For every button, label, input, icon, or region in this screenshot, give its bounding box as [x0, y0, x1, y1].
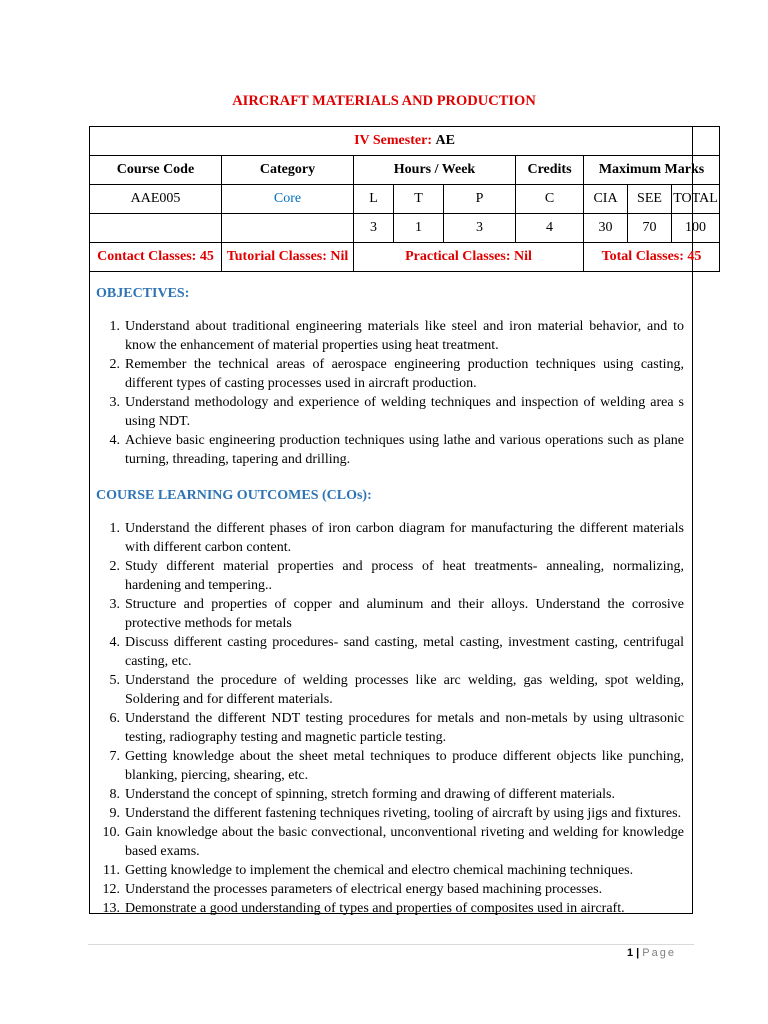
list-item	[96, 557, 684, 595]
page-separator: |	[636, 947, 640, 959]
list-item-text: Getting knowledge to implement the chemical and electro chemical machining techniques.	[125, 863, 634, 878]
list-item	[96, 317, 684, 355]
classes-row	[90, 243, 720, 272]
list-item-text: Understand about traditional engineering materials like steel and iron material behavior, and to know the enhancement of material properties using heat treatment.	[125, 319, 684, 353]
list-item	[96, 671, 684, 709]
list-item	[96, 823, 684, 861]
empty-cell	[90, 214, 222, 243]
list-item-text: Understand the different phases of iron carbon diagram for manufacturing the different materials with different carbon content.	[125, 521, 684, 555]
value-total: 100	[672, 214, 720, 243]
col-l: L	[354, 185, 394, 214]
col-cia: CIA	[584, 185, 628, 214]
code-row	[90, 185, 720, 214]
list-item	[96, 747, 684, 785]
col-p: P	[444, 185, 516, 214]
list-item-text: Understand the concept of spinning, stretch forming and drawing of different materials.	[125, 787, 615, 802]
list-item-number: 1.	[109, 319, 120, 334]
list-item-text: Understand the processes parameters of electrical energy based machining processes.	[125, 882, 603, 897]
header-hours: Hours / Week	[354, 156, 516, 185]
list-item-number: 4.	[109, 433, 120, 448]
total-classes: Total Classes: 45	[584, 243, 720, 272]
list-item-number: 12.	[102, 882, 120, 897]
list-item	[96, 393, 684, 431]
list-item	[96, 804, 684, 823]
list-item	[96, 519, 684, 557]
col-t: T	[394, 185, 444, 214]
semester-cell	[90, 127, 720, 156]
value-p: 3	[444, 214, 516, 243]
page-footer	[627, 947, 676, 959]
value-l: 3	[354, 214, 394, 243]
list-item-number: 3.	[109, 597, 120, 612]
list-item-text: Understand the different fastening techniques riveting, tooling of aircraft by using jigs and fixtures.	[125, 806, 682, 821]
list-item-number: 8.	[109, 787, 120, 802]
col-see: SEE	[628, 185, 672, 214]
category-value: Core	[222, 185, 354, 214]
objectives-heading: OBJECTIVES:	[96, 286, 190, 301]
list-item	[96, 899, 684, 918]
list-item-number: 9.	[109, 806, 120, 821]
col-c: C	[516, 185, 584, 214]
clos-list	[96, 519, 684, 918]
list-item	[96, 880, 684, 899]
semester-label: IV Semester:	[354, 133, 432, 148]
list-item-number: 1.	[109, 521, 120, 536]
list-item-text: Gain knowledge about the basic convectional, unconventional riveting and welding for knowledge based exams.	[125, 825, 684, 859]
value-c: 4	[516, 214, 584, 243]
empty-cell	[222, 214, 354, 243]
list-item-number: 5.	[109, 673, 120, 688]
list-item	[96, 785, 684, 804]
list-item-text: Understand the procedure of welding processes like arc welding, gas welding, spot welding, Soldering and for different materials.	[125, 673, 684, 707]
course-info-table	[89, 126, 720, 272]
semester-row	[90, 127, 720, 156]
list-item-text: Understand methodology and experience of welding techniques and inspection of welding area s using NDT.	[125, 395, 684, 429]
clos-heading: COURSE LEARNING OUTCOMES (CLOs):	[96, 488, 372, 503]
list-item-text: Study different material properties and process of heat treatments- annealing, normalizing, hardening and tempering..	[125, 559, 684, 593]
list-item-number: 3.	[109, 395, 120, 410]
header-marks: Maximum Marks	[584, 156, 720, 185]
list-item-number: 2.	[109, 357, 120, 372]
list-item-number: 11.	[103, 863, 120, 878]
list-item-text: Discuss different casting procedures- sand casting, metal casting, investment casting, centrifugal casting, etc.	[125, 635, 684, 669]
value-see: 70	[628, 214, 672, 243]
page-label: Page	[642, 947, 676, 959]
semester-value: AE	[435, 133, 455, 148]
list-item-number: 4.	[109, 635, 120, 650]
objectives-list	[96, 317, 684, 469]
list-item	[96, 633, 684, 671]
practical-classes: Practical Classes: Nil	[354, 243, 584, 272]
list-item	[96, 355, 684, 393]
list-item-number: 2.	[109, 559, 120, 574]
list-item-text: Achieve basic engineering production techniques using lathe and various operations such as plane turning, threading, tapering and drilling.	[125, 433, 684, 467]
list-item-text: Understand the different NDT testing procedures for metals and non-metals by using ultrasonic testing, radiography testing and magnetic particle testing.	[125, 711, 684, 745]
list-item-number: 10.	[102, 825, 120, 840]
list-item-text: Structure and properties of copper and aluminum and their alloys. Understand the corrosive protective methods for metals	[125, 597, 684, 631]
list-item-text: Remember the technical areas of aerospace engineering production techniques using casting, different types of casting processes used in aircraft production.	[125, 357, 684, 391]
col-total: TOTAL	[672, 185, 720, 214]
list-item-number: 13.	[102, 901, 120, 916]
list-item-text: Demonstrate a good understanding of types and properties of composites used in aircraft.	[125, 901, 625, 916]
list-item-text: Getting knowledge about the sheet metal techniques to produce different objects like punching, blanking, piercing, shearing, etc.	[125, 749, 684, 783]
contact-classes: Contact Classes: 45	[90, 243, 222, 272]
values-row	[90, 214, 720, 243]
header-category: Category	[222, 156, 354, 185]
header-course-code: Course Code	[90, 156, 222, 185]
list-item	[96, 595, 684, 633]
value-cia: 30	[584, 214, 628, 243]
list-item	[96, 431, 684, 469]
list-item-number: 6.	[109, 711, 120, 726]
footer-divider	[88, 944, 694, 945]
document-title: AIRCRAFT MATERIALS AND PRODUCTION	[232, 93, 536, 109]
header-credits: Credits	[516, 156, 584, 185]
tutorial-classes: Tutorial Classes: Nil	[222, 243, 354, 272]
header-row	[90, 156, 720, 185]
page-number: 1	[626, 947, 634, 959]
list-item	[96, 709, 684, 747]
list-item	[96, 861, 684, 880]
value-t: 1	[394, 214, 444, 243]
course-code-value: AAE005	[90, 185, 222, 214]
list-item-number: 7.	[109, 749, 120, 764]
